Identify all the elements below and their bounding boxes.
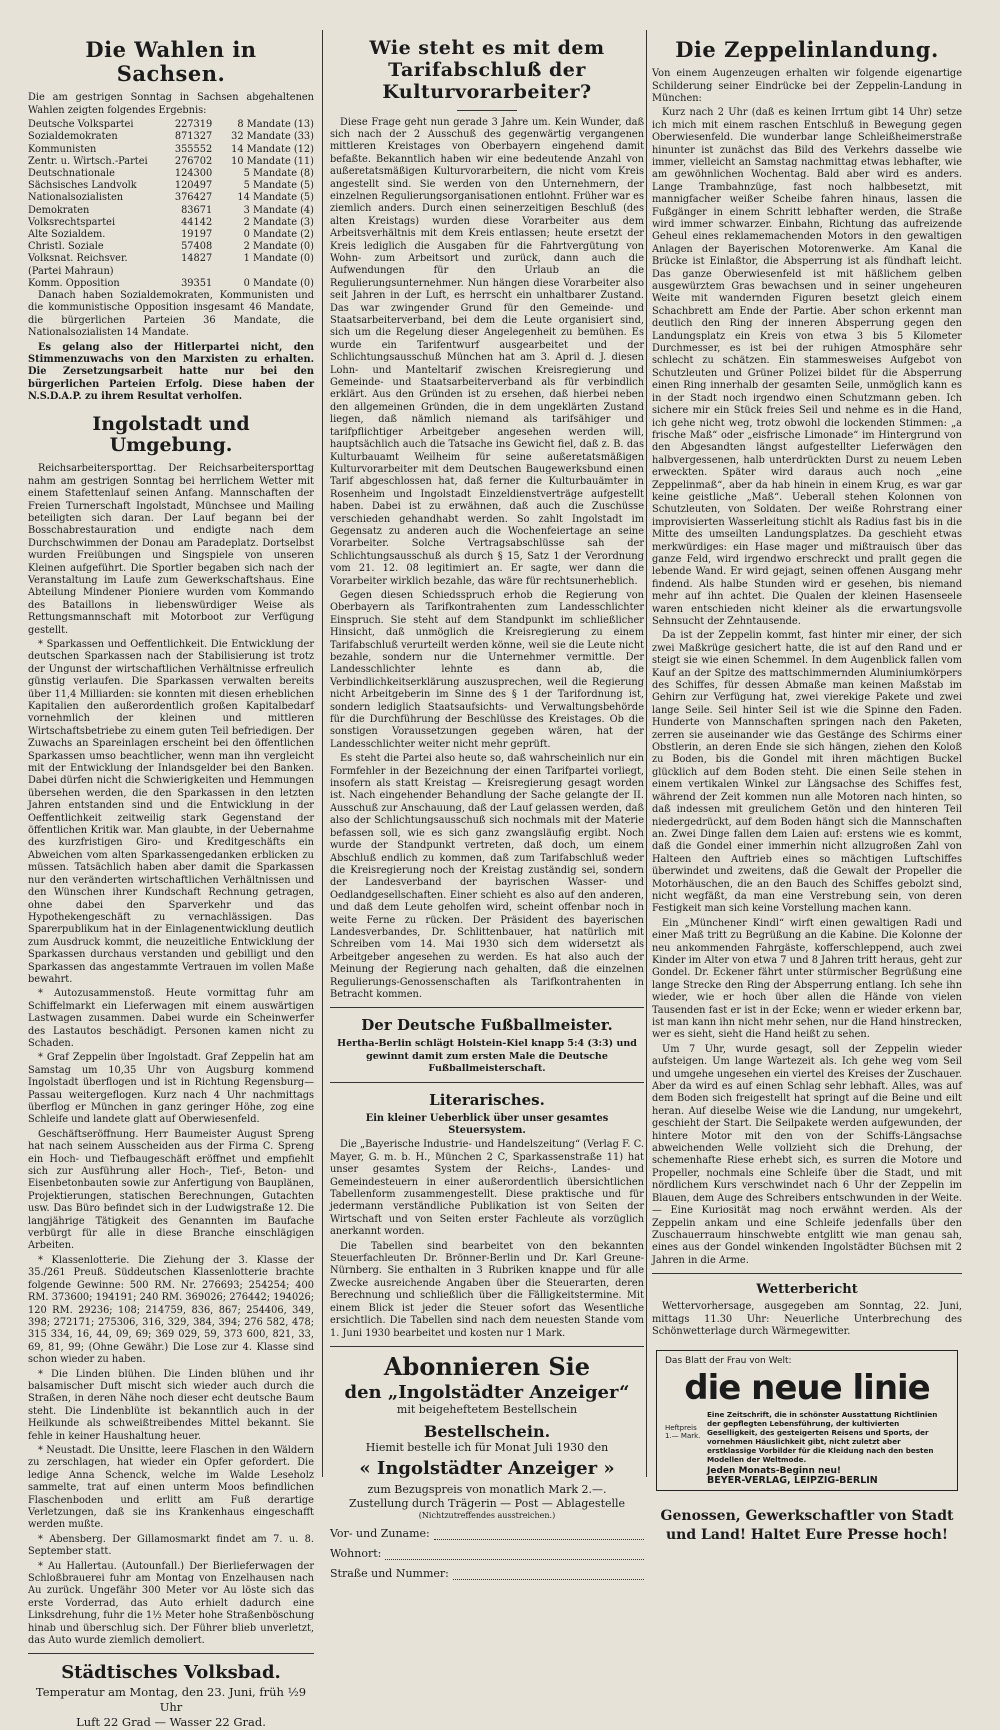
result-mandates: 3 Mandate (4) xyxy=(243,204,314,216)
abo-headline: Abonnieren Sie xyxy=(383,1351,591,1381)
result-votes: 44142 xyxy=(181,216,213,228)
article-paragraph: Gegen diesen Schiedsspruch erhob die Regierung von Oberbayern als Tarifkontrahenten zum Landesschlichter Einspruch. Sie steht auf dem Standpunkt im schließlicher Hinsicht, daß unmöglich die Kreisregierung zu einem Tarifabschluß verurteilt werden könne, weil sie die Leute nicht bezahle, sondern nur die Unternehmer vermittle. Der Landesschlichter lehnte es dann ab, die Verbindlichkeitserklärung auszusprechen, weil die Regierung nicht Arbeitgeberin im Sinne des § 1 der Tarifordnung ist, sondern lediglich Staatsaufsichts- und Verwaltungsbehörde für die Durchführung der Beschlüsse des Kreistages. Ob die sonstigen Voraussetzungen gegeben wären, hat der Landesschlichter weiter nicht mehr geprüft. xyxy=(330,589,644,750)
result-party: Nationalsozialisten xyxy=(28,192,124,204)
neue-linie-ad xyxy=(656,1350,958,1491)
result-row xyxy=(28,192,314,204)
ad-description: Eine Zeitschrift, die in schönster Ausstattung Richtlinien der gepflegten Lebensführung, der kultivierten Geselligkeit, des gesteigerten Reisens und Sports, der vornehmen Häuslichkeit gibt, nicht zuletzt aber erstklassige Vorbilder für die Kleidung nach den besten Modellen der Weltmode. xyxy=(707,1410,938,1465)
result-votes xyxy=(168,266,218,278)
result-party: Kommunisten xyxy=(28,143,97,155)
article-paragraph: * Graf Zeppelin über Ingolstadt. Graf Zeppelin hat am Samstag um 10,35 Uhr von Augsburg kommend Ingolstadt überflogen und ist in Richtung Regensburg—Passau weitergeflogen. Kurz nach 4 Uhr nachmittags überflog er München in ganz geringer Höhe, zog eine Schleife und landete glatt auf Oberwiesenfeld. xyxy=(28,1052,314,1126)
column-left xyxy=(28,34,314,1730)
result-votes: 376427 xyxy=(174,192,213,204)
divider xyxy=(457,110,517,111)
result-row xyxy=(28,241,314,253)
street-field[interactable]: Straße und Nummer: xyxy=(330,1567,644,1580)
result-row xyxy=(28,205,314,217)
divider xyxy=(330,1007,644,1008)
result-mandates: 5 Mandate (5) xyxy=(243,180,314,192)
result-party: Volksnat. Reichsver. xyxy=(28,253,128,265)
order-text: Hiemit bestelle ich für Monat Juli 1930 den xyxy=(365,1441,609,1455)
result-row xyxy=(28,180,314,192)
zeppelin-article xyxy=(652,107,962,1267)
article-paragraph: Es steht die Partei also heute so, daß wahrscheinlich nur ein Formfehler in der Bezeichnung der einen Tarifpartei vorliegt, insofern als statt Kreistag — Kreisregierung gesagt worden ist. Nach eingehender Behandlung der Sache gelangte der II. Ausschuß zur Anschauung, daß der Lauf gelassen werden, daß also der Schlichtungsausschuß sich nochmals mit der Materie befassen soll, wie es sich ganz zwangsläufig ergibt. Noch wurde der Standpunkt vertreten, daß doch, um einem Abschluß endlich zu kommen, daß zum Tarifabschluß weder die Kreisregierung noch der Kreistag zuständig sei, sondern der Landesverband der bayrischen Wasser- und Oedlandgesellschaften. Einer schieht es also auf den anderen, und daß dem Leute geholfen wird, scheint offenbar noch in weite Ferne zu rücken. Der Präsident des bayerischen Landesverbandes, Dr. Schlittenbauer, hat natürlich mit Schreiben vom 14. Mai 1930 sich dem widersetzt als Arbeitgeber angesehen zu werden. Es hat also auch der Meinung der Regierung nach gehalten, daß die einzelnen Regulierungs-Genossenschaften als Tarifkontrahenten in Betracht kommen. xyxy=(330,753,644,1000)
article-paragraph: * Au Hallertau. (Autounfall.) Der Bierlieferwagen der Schloßbrauerei fuhr am Montag von Enzelhausen nach Au zurück. Ungefähr 300 Meter vor Au löste sich das erste Vorderrad, das Auto erhielt dadurch eine Linksdrehung, fuhr die 1½ Meter hohe Straßenböschung hinab und überschlug sich. Der Führer blieb unverletzt, das Auto wurde ziemlich demoliert. xyxy=(28,1560,314,1647)
literarisches-article xyxy=(330,1139,644,1340)
abo-paper-name: den „Ingolstädter Anzeiger“ xyxy=(344,1381,630,1403)
article-paragraph: Die „Bayerische Industrie- und Handelszeitung“ (Verlag F. C. Mayer, G. m. b. H., München 2 C, Sparkassenstraße 11) hat unser gesamtes System der Reichs-, Landes- und Gemeindesteuern in einer außerordentlich übersichtlichen Tabellenform zusammengestellt. Diese praktische und für jedermann verständliche Publikation ist von Seiten der Wirtschaft und von Seiten erster Fachleute als vorzüglich anerkannt worden. xyxy=(330,1139,644,1238)
volksbad-line2: Luft 22 Grad — Wasser 22 Grad. xyxy=(76,1715,266,1730)
ad-price: Heftpreis 1.— Mark. xyxy=(665,1424,701,1441)
article-paragraph: Kurz nach 2 Uhr (daß es keinen Irrtum gibt 14 Uhr) setze ich mich mit einem raschen Entschluß in Bewegung gegen Oberwiesenfeld. Die wunderbar lange Schleißheimerstraße hinunter ist zunächst das Bild des Verkehrs dasselbe wie immer, vielleicht an Samstag nachmittag etwas lebhafter, wie am gewöhnlichen Wochentag. Bald aber wird es anders. Lange Trambahnzüge, fast noch halbbesetzt, mit mannigfacher weißer Scheibe fahren hinaus, lassen die Fußgänger in einem Schritt lebhafter werden, die Straße wird immer schwarzer. Einbahn, Richtung das aufreizende Geheul eines reklamemachenden Motors in den gewaltigen Anlagen der Bayerischen Motorenwerke. Am Kanal die Brücke ist Einlaßtor, die Absperrung ist als fündhaft leicht. Das ganze Oberwiesenfeld ist mit häßlichem gelben ausgewürztem Gras bewachsen und in seiner ungeheuren Weite mit wandernden Figuren besetzt gleich einem Schachbrett am Ende der Partie. Aber schon erkennt man deutlich den Ring der inneren Absperrung gegen den Landungsplatz ein Kreis von etwa 3 bis 5 Kilometer Durchmesser, es ist bei der ruhigen Atmosphäre sehr schlecht zu schätzen. Ein stammesweises Aufgebot von Schutzleuten und Grüner Polizei bildet für die Absperrung einen Ring innerhalb der gesamten Seile, unmöglich kann es in der Stadt noch irgendwo einen Schutzmann geben. Ich sichere mir ein Stück freies Seil und nehme es in die Hand, ich gehe nicht weg, trotz obwohl die lockenden Stimmen: „a frische Maß“ oder „eisfrische Limonade“ im Hintergrund von den Abgesandten längst aufgestellter Lieferwägen den halbvergessenen, halb unterdrückten Durst zu neuem Leben erweckten. Später wird daraus auch noch „eine Zeppelinmaß“, aber da hab hinein in einem Krug, es war gar keine geistliche „Maß“. Ueberall stehen Kolonnen von Schutzleuten, von Soldaten. Der weiße Rohrstrang einer improvisierten Wasserleitung stichlt als Radius fast bis in die Mitte des umseilten Landungsplatzes. Da geschieht etwas merkwürdiges: ein Hase mager und mißtrauisch über das ganze Feld, wird irgendwo erschreckt und prallt gegen die lebende Wand. Er wird gejagt, seinen offenen Ausgang mehr findend. Als halbe Stunden wird er gesehen, bis niemand mehr auf ihn achtet. Die Qualen der kleinen Hasenseele waren entschieden nicht kleiner als die erwartungsvolle Sehnsucht der Zehntausende. xyxy=(652,107,962,628)
result-party: Deutsche Volkspartei xyxy=(28,119,134,131)
result-row xyxy=(28,266,314,278)
article-paragraph: Da ist der Zeppelin kommt, fast hinter mir einer, der sich zwei Maßkrüge gesichert hatte, die ist auf den Rand und er steigt sie wie einen Schemmel. In dem Augenblick fallen vom Kauf an der Spitze des mattschimmernden Aluminiumkörpers des Schiffes, für dessen Abmaße man keinen Maßstab im Gehirn zur Verfügung hat, zwei vierekige Pakete und zwei lange Seile. Seil hinter Seil ist wie die Spinne den Faden. Hunderte von Mannschaften springen nach den Paketen, zerren sie auseinander wie das Gestänge des Schirms einer Obstlerin, an deren Ende sie sich hängen, ziehen den Koloß zu Boden, bis die Gondel mit ihren mächtigen Buckel glücklich auf dem Boden steht. Die einen Seile stehen in einem vertikalen Winkel zur Längsachse des Schiffes fest, während der Zeit kommen nun alle Motoren nach hinten, so daß indessen mit greulichem Getön und den hinteren Teil niedergedrückt, auf dem Boden hängt sich die Mannschaften an. Zwei Dinge fallen dem Laien auf: erstens wie es kommt, daß die Gondel einer immerhin nicht allzugroßen Zahl von Halteen den Auftrieb eines so mächtigen Luftschiffes überwindet und zweitens, daß die Gewalt der Propeller die Motorhäuschen, die an den Bauch des Schiffes gebolzt sind, nicht wegfäßt, da man eine Verstrebung sein, von deren Festigkeit man sich keine Vorstellung machen kann. xyxy=(652,630,962,915)
volksbad-line1: Temperatur am Montag, den 23. Juni, früh ½9 Uhr xyxy=(35,1685,307,1715)
article-paragraph: Geschäftseröffnung. Herr Baumeister August Spreng hat nach seinem Ausscheiden aus der Firma C. Spreng ein Hoch- und Tiefbaugeschäft eröffnet und empfiehlt sich zur Ausführung aller Hoch-, Tief-, Beton- und Eisenbetonbauten sowie zur Anfertigung von Bauplänen, Projektierungen, statischen Berechnungen, Gutachten usw. Das Büro befindet sich in der Ludwigstraße 12. Die langjährige Tätigkeit des Genannten im Baufache verbürgt für alle in diese Branche einschlägigen Arbeiten. xyxy=(28,1128,314,1252)
article-paragraph: Ein „Münchener Kindl“ wirft einen gewaltigen Radi und einer Maß tritt zu Begrüßung an die Kabine. Die Kolonne der neu ankommenden Fahrgäste, kofferschleppend, auch zwei Kinder im Alter von etwa 7 und 8 Jahren tritt heraus, geht zur Gondel. Dr. Eckener fährt unter stürmischer Begrüßung eine lange Strecke den Ring der Absperrung entlang. Ich sehe ihn wieder, wie er hoch über allen die Hände von vielen Tausenden fast er ist in der Ecke; wenn er wieder erkenn bar, ist man kann ihn nicht mehr sehen, nur die Hand hinstrecken, wer es sieht, sieht die Hand heißt zu sehen. xyxy=(652,917,962,1041)
result-party: (Partei Mahraun) xyxy=(28,265,114,277)
result-row xyxy=(28,253,314,265)
result-mandates: 14 Mandate (5) xyxy=(237,192,314,204)
result-row xyxy=(28,119,314,131)
result-party: Sozialdemokraten xyxy=(28,131,118,143)
result-party: Zentr. u. Wirtsch.-Partei xyxy=(28,155,148,167)
ingolstadt-title: Ingolstadt und Umgebung. xyxy=(92,412,250,457)
result-votes: 39351 xyxy=(181,277,213,289)
result-party: Demokraten xyxy=(28,204,90,216)
result-votes: 57408 xyxy=(181,241,213,253)
ad-tagline: Das Blatt der Frau von Welt: xyxy=(665,1356,792,1367)
ad-logo: die neue linie xyxy=(684,1368,930,1409)
result-row xyxy=(28,278,314,290)
wahlen-intro: Die am gestrigen Sonntag in Sachsen abgehaltenen Wahlen zeigten folgendes Ergebnis: xyxy=(28,92,314,116)
result-row xyxy=(28,229,314,241)
result-mandates: 2 Mandate (3) xyxy=(243,216,314,228)
column-middle xyxy=(330,34,644,1580)
article-paragraph: * Sparkassen und Oeffentlichkeit. Die Entwicklung der deutschen Sparkassen nach der Stabilisierung ist trotz der Ungunst der wirtschaftlichen Verhältnisse erfreulich günstig verlaufen. Die Sparkassen verwalten bereits über 11,4 Milliarden: sie konnten mit diesen erheblichen Kapitalien den außerordentlich großen Kapitalbedarf vornehmlich der kleinen und mittleren Wirtschaftsbetriebe zu einem guten Teil befriedigen. Der Zuwachs an Spareinlagen erscheint bei den öffentlichen Sparkassen umso beachtlicher, wenn man ihn vergleicht mit der Entwicklung der Inlandsgelder bei den Banken. Dabei dürfen nicht die Schwierigkeiten und Hemmungen übersehen werden, die den Sparkassen in den letzten Jahren entstanden sind und die Entwicklung in der Oeffentlichkeit zeitweilig stark Gegenstand der öffentlichen Kritik war. Man glaubte, in der Uebernahme des kurzfristigen Giro- und Kreditgeschäfts ein Abweichen vom alten Sparkassengedanken erblicken zu müssen. Tatsächlich haben aber damit die Sparkassen nur den veränderten wirtschaftlichen Verhältnissen und den Wünschen ihrer Kundschaft Rechnung getragen, ohne dabei den Sparverkehr und das Hypothekengeschäft zu vernachlässigen. Das Sparerpublikum hat in der Einlagenentwicklung deutlich zum Ausdruck kommt, die neuzeitliche Entwicklung der Sparkassen durchaus verstanden und gebilligt und den Sparkassen das angestammte Vertrauen im vollen Maße bewahrt. xyxy=(28,638,314,985)
wetter-title: Wetterbericht xyxy=(756,1282,858,1298)
article-paragraph: * Die Linden blühen. Die Linden blühen und ihr balsamischer Duft mischt sich wieder auch durch die Straßen, in deren Nähe noch dieser echt deutsche Baum steht. Die Lindenblüte ist bekanntlich auch in der Heilkunde als schweißtreibendes Mittel bekannt. Sie fehle in keiner Haushaltung heuer. xyxy=(28,1368,314,1442)
result-party: Alte Sozialdem. xyxy=(28,228,106,240)
result-votes: 871327 xyxy=(174,131,213,143)
result-mandates: 0 Mandate (0) xyxy=(243,277,314,289)
article-paragraph: * Autozusammenstoß. Heute vormittag fuhr am Schiffelmarkt ein Lieferwagen mit einem auswärtigen Lastwagen zusammen. Dabei wurde ein Scheinwerfer des Lastautos beschädigt. Personen kamen nicht zu Schaden. xyxy=(28,988,314,1049)
result-mandates: 2 Mandate (0) xyxy=(243,241,314,253)
column-divider xyxy=(646,30,647,1477)
article-paragraph: Die Tabellen sind bearbeitet von den bekannten Steuerfachleuten Dr. Brönner-Berlin und Dr. Karl Greune-Nürnberg. Sie enthalten in 3 Rubriken knappe und für alle Zwecke ausreichende Angaben über die Steuerarten, deren Berechnung und schließlich über die Fälligkeitstermine. Mit einem Blick ist jeder die Steuer sofort das Wesentliche ersichtlich. Die Tabellen sind nach dem neuesten Stande vom 1. Juni 1930 bearbeitet und kosten nur 1 Mark. xyxy=(330,1240,644,1339)
article-paragraph: * Abensberg. Der Gillamosmarkt findet am 7. u. 8. September statt. xyxy=(28,1533,314,1558)
divider xyxy=(652,1273,962,1274)
ad-monthly: Jeden Monats-Beginn neu! xyxy=(707,1466,842,1477)
result-row xyxy=(28,131,314,143)
zeppelin-title: Die Zeppelinlandung. xyxy=(675,37,939,62)
result-row xyxy=(28,217,314,229)
result-row xyxy=(28,156,314,168)
order-paper: « Ingolstädter Anzeiger » xyxy=(359,1458,615,1480)
result-party: Deutschnationale xyxy=(28,167,115,179)
order-form-title: Bestellschein. xyxy=(423,1422,551,1442)
article-paragraph: * Neustadt. Die Unsitte, leere Flaschen in den Wäldern zu zerschlagen, hat wieder ein Opfer gefordert. Die ledige Anna Schenck, welche im Walde Leseholz sammelte, trat auf einen unterm Moos befindlichen Flaschenboden und erlitt am Fuß derartige Verletzungen, daß sie ins Krankenhaus eingeschafft werden mußte. xyxy=(28,1444,314,1531)
result-votes: 83671 xyxy=(181,204,213,216)
result-party: Volksrechtspartei xyxy=(28,216,116,228)
divider xyxy=(330,1346,644,1347)
closing-appeal: Genossen, Gewerkschaftler von Stadt und Land! Haltet Eure Presse hoch! xyxy=(660,1508,954,1544)
result-votes: 19197 xyxy=(181,228,213,240)
result-mandates: 8 Mandate (13) xyxy=(237,119,314,131)
literarisches-title: Literarisches. xyxy=(429,1090,545,1109)
wahlen-summary: Danach haben Sozialdemokraten, Kommunisten und die kommunistische Opposition insgesamt 46 Mandate, die bürgerlichen Parteien 36 Mandate, die Nationalsozialisten 14 Mandate. xyxy=(28,289,314,339)
result-mandates: 1 Mandate (0) xyxy=(243,253,314,265)
order-delivery: Zustellung durch Trägerin — Post — Ablagestelle xyxy=(348,1497,626,1511)
abo-subline: mit beigeheftetem Bestellschein xyxy=(396,1403,578,1417)
result-mandates xyxy=(217,266,314,278)
result-votes: 14827 xyxy=(181,253,213,265)
literarisches-subtitle: Ein kleiner Ueberblick über unser gesamtes Steuersystem. xyxy=(365,1112,609,1136)
result-mandates: 0 Mandate (2) xyxy=(243,228,314,240)
result-party: Komm. Opposition xyxy=(28,277,120,289)
order-note: (Nichtzutreffendes ausstreichen.) xyxy=(418,1511,556,1521)
result-votes: 355552 xyxy=(174,143,213,155)
divider xyxy=(330,1082,644,1083)
wahlen-comment: Es gelang also der Hitlerpartei nicht, den Stimmenzuwachs von den Marxisten zu erhalten. Die Zersetzungsarbeit hatte nur bei den bürgerlichen Parteien Erfolg. Diese haben der N.S.D.A.P. zu ihrem Resultat verholfen. xyxy=(28,341,314,403)
result-row xyxy=(28,168,314,180)
fussball-text: Hertha-Berlin schlägt Holstein-Kiel knapp 5:4 (3:3) und gewinnt damit zum ersten Male die Deutsche Fußballmeisterschaft. xyxy=(337,1038,637,1075)
result-mandates: 14 Mandate (12) xyxy=(231,143,314,155)
divider xyxy=(28,1653,314,1654)
fussball-title: Der Deutsche Fußballmeister. xyxy=(361,1016,613,1035)
ingolstadt-articles xyxy=(28,463,314,1647)
tarif-title: Wie steht es mit dem Tarifabschluß der Kulturvorarbeiter? xyxy=(369,37,605,103)
ad-publisher: BEYER-VERLAG, LEIPZIG-BERLIN xyxy=(707,1475,878,1487)
result-party: Christl. Soziale xyxy=(28,241,104,253)
result-votes: 276702 xyxy=(174,155,213,167)
article-paragraph: Diese Frage geht nun gerade 3 Jahre um. Kein Wunder, daß sich nach der 2 Ausschuß des gegenwärtig vergangenen mittleren Kreistages von Oberbayern eingehend damit befaßte. Bekanntlich haben wir eine bedeutende Anzahl von außeretatsmäßigen Kulturvorarbeitern, die nicht vom Kreis angestellt sind. Sie werden von den Unternehmern, der einzelnen Regulierungsorganisationen entlohnt. Früher war es ziemlich anders. Durch einen seinerzeitigen Beschluß (des alten Kreistags) wurden diese Vorarbeiter aus dem Arbeitsverhältnis mit dem Kreis entlassen; heute ersetzt der Kreis lediglich die Ausgaben für die Fahrtvergütung von Wohn- zum Arbeitsort und zurück, dann auch die Aufwendungen für den Urlaub an die Regulierungsunternehmer. Nun hängen diese Vorarbeiter also seit Jahren in der Luft, es herrscht ein unhaltbarer Zustand. Das war zwingender Grund für den Gemeinde- und Staatsarbeiterverband, bei dem die Leute organisiert sind, sich um die Regelung dieser Angelegenheit zu bemühen. Es wurde ein Tarifentwurf ausgearbeitet und der Schlichtungsausschuß München hat am 3. April d. J. diesen Lohn- und Manteltarif zwischen Kreisregierung und Gemeinde- und Staatsarbeiterverband als für verbindlich erklärt. Aus den Gründen ist zu ersehen, daß hierbei neben den allgemeinen Gründen, die in dem ungeklärten Zustand liegen, daß nämlich niemand als tarifsähiger und tarifpflichtiger Arbeitgeber angesehen werden will, hauptsächlich auch die Tatsache ins Gewicht fiel, daß z. B. das Kulturbauamt Weilheim für seine außeretatsmäßigen Kulturvorarbeiter mit dem Deutschen Baugewerksbund einen Tarif abgeschlossen hat, daß ferner die Kulturbauämter in Rosenheim und Ingolstadt Einzeldienstverträge aufgestellt haben. Dabei ist zu erwähnen, daß auch die Zuschüsse verschieden gehandhabt werden. So zahlt Ingolstadt im Gegensatz zu anderen auch die Wochenfeiertage an seine Vorarbeiter. Solche Vertragsabschlüsse sah der Schlichtungsausschuß als durch § 15, Satz 1 der Verordnung vom 21. 12. 08 legitimiert an. Er sagte, wer dann die Vorarbeiter wirklich bezahle, das wäre für rechtsunerheblich. xyxy=(330,116,644,587)
column-divider xyxy=(322,30,323,1477)
result-mandates: 32 Mandate (33) xyxy=(231,131,314,143)
article-paragraph: Um 7 Uhr, wurde gesagt, soll der Zeppelin wieder aufsteigen. Um lange Wartezeit als. Ich gehe weg vom Seil und umgehe ungesehen ein viertel des Kreises der Zuschauer. Aber da wird es auf einen Schlag sehr lebhaft. Alles, was auf dem Boden sich freigestellt hat springt auf die Beine und eilt heran. Auf dieselbe Weise wie die Landung, nur umgekehrt, geschieht der Start. Die Seilpakete werden aufgewunden, der hintere Motor mit den von der Schiffs-Längsachse abweichenden Welle vollzieht sich die Drehung, der schemenhafte Riese erhebt sich, es surren die Motore und Propeller, nochmals eine Schleife über die Stadt, und mit nördlichem Kurs verschwindet nach 6 Uhr der Zeppelin im Blauen, dem Auge des Schreibers entschwunden in der Weite. — Eine Kuriosität mag noch erwähnt werden. Als der Zeppelin ankam und eine Schleife jedenfalls über den Zuschauerraum hinschwebte entglitt wie man genau sah, eines aus der Gondel winkenden Ingolstädter Büchsen mit 2 Jahren in die Arme. xyxy=(652,1043,963,1266)
column-right xyxy=(652,34,962,1545)
result-mandates: 5 Mandate (8) xyxy=(243,167,314,179)
tarif-article xyxy=(330,117,644,1002)
result-mandates: 10 Mandate (11) xyxy=(231,155,314,167)
result-party: Sächsisches Landvolk xyxy=(28,180,137,192)
result-votes: 120497 xyxy=(174,180,213,192)
wahlen-title: Die Wahlen in Sachsen. xyxy=(85,37,257,87)
volksbad-title: Städtisches Volksbad. xyxy=(61,1662,281,1684)
article-paragraph: * Klassenlotterie. Die Ziehung der 3. Klasse der 35./261 Preuß. Süddeutschen Klassenlotterie brachte folgende Gewinne: 500 RM. Nr. 276693; 254254; 400 RM. 373600; 194191; 240 RM. 369026; 276442; 194026; 120 RM. 29236; 108; 214759, 836, 867; 254406, 349, 398; 272171; 275306, 316, 329, 384, 394; 276 582, 478; 315 334, 16, 44, 09, 69; 369 029, 59, 373 600, 821, 33, 69, 81, 99; (Ohne Gewähr.) Die Lose zur 4. Klasse sind schon wieder zu haben. xyxy=(28,1254,314,1366)
result-row xyxy=(28,144,314,156)
subscription-ad xyxy=(330,1353,644,1520)
name-field[interactable]: Vor- und Zuname: xyxy=(330,1527,644,1540)
article-paragraph: Reichsarbeitersporttag. Der Reichsarbeitersporttag nahm am gestrigen Sonntag bei herrlichem Wetter mit einem Stafettenlauf seinen Anfang. Mannschaften der Freien Turnerschaft Ingolstadt, Münchsee und Mailing beteiligten sich daran. Der Lauf begann bei der Bosschabrestauration und endigte nach dem Durchschwimmen der Donau am Paradeplatz. Dortselbst wurden Freiübungen und Singspiele von unseren Kleinen aufgeführt. Die Sportler begaben sich nach der Veranstaltung im Laufe zum Gewerkschaftshaus. Eine Abteilung Mindener Pioniere wurden vom Kommando des Bataillons in liebenswürdiger Weise als Rettungsmannschaft mit Motorboot zur Verfügung gestellt. xyxy=(28,463,314,636)
election-results-table xyxy=(28,119,314,290)
zeppelin-intro: Von einem Augenzeugen erhalten wir folgende eigenartige Schilderung seiner Eindrücke bei der Zeppelin-Landung in München: xyxy=(652,68,962,104)
wetter-text: Wettervorhersage, ausgegeben am Sonntag, 22. Juni, mittags 11.30 Uhr: Neuerliche Unterbrechung des Schönwetterlage durch Wärmegewitter. xyxy=(652,1301,962,1337)
order-price: zum Bezugspreis von monatlich Mark 2.—. xyxy=(367,1483,607,1497)
result-votes: 124300 xyxy=(174,167,213,179)
result-votes: 227319 xyxy=(174,119,213,131)
residence-field[interactable]: Wohnort: xyxy=(330,1547,644,1560)
